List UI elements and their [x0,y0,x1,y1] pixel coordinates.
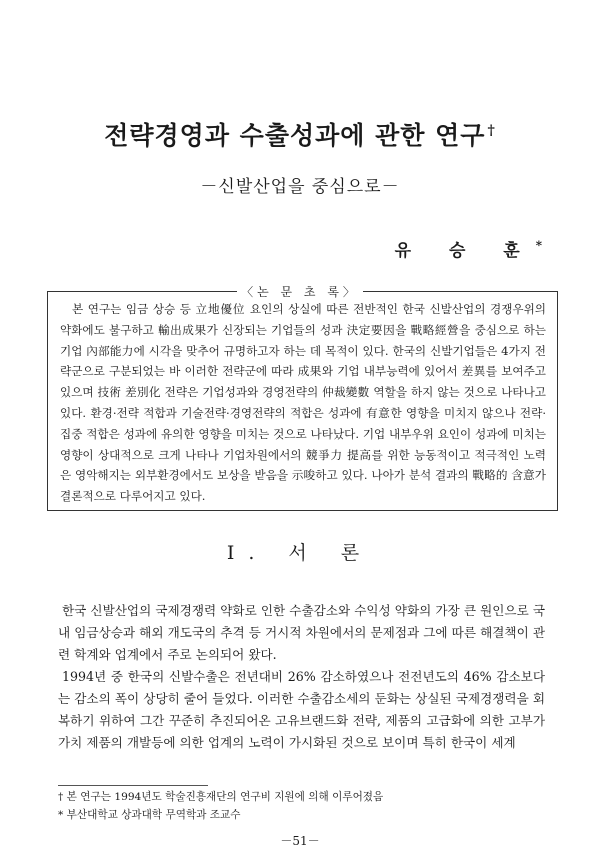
footnote-affiliation: * 부산대학교 상과대학 무역학과 조교수 [58,809,241,821]
body-paragraph: 한국 신발산업의 국제경쟁력 약화로 인한 수출감소와 수익성 약화의 가장 큰 원인으로 국내 임금상승과 해외 개도국의 추격 등 거시적 차원에서의 문제점과 그에 따른 해결책이 관련 학계와 업계에서 주로 논의되어 왔다. [58,603,545,662]
paper-title [0,116,600,152]
footnote-divider [58,785,208,786]
abstract-label-text: 〈논 문 초 록〉 [237,285,363,299]
author-name-text: 유 승 훈 [394,241,536,261]
abstract-text: 본 연구는 임금 상승 등 立地優位 요인의 상실에 따른 전반적인 한국 신발산업의 경쟁우위의 약화에도 불구하고 輸出成果가 신장되는 기업들의 성과 決定要因을 戰略經營을 중심으로 하는 기업 內部能力에 시각을 맞추어 규명하고자 하는 데 목적이 있다. 한국의 신발기업들은 4가지 전략군으로 구분되었는 바 이러한 전략군에 따라 成果와 기업 내부능력에 있어서 差異를 보여주고 있으며 技術 差別化 전략은 기업성과와 경영전략의 仲裁變數 역할을 하지 않는 것으로 나타나고 있다. 환경·전략 적합과 기술전략·경영전략의 적합은 성과에 有意한 영향을 미치지 않으나 전략·집중 적합은 성과에 유의한 영향을 미치는 것으로 나타났다. 기업 내부우위 요인이 성과에 미치는 영향이 상대적으로 크게 나타나 기업차원에서의 競爭力 提高를 위한 능동적이고 적극적인 노력은 영악해지는 외부환경에서도 보상을 받음을 示唆하고 있다. 나아가 분석 결과의 戰略的 含意가 결론적으로 다루어지고 있다. [60,302,547,504]
page-number: －51－ [280,834,320,848]
author-footnote-mark: * [535,238,542,253]
title-footnote-mark: † [487,122,496,139]
abstract-label [0,283,600,300]
paper-subtitle: －신발산업을 중심으로－ [200,177,400,197]
body-text [58,600,545,754]
footnote-funding: † 본 연구는 1994년도 학술진흥재단의 연구비 지원에 의해 이루어졌음 [58,791,384,803]
paper-title-text: 전략경영과 수출성과에 관한 연구 [104,121,486,150]
section-heading: Ⅰ. 서 론 [226,542,374,564]
body-paragraph: 1994년 중 한국의 신발수출은 전년대비 26% 감소하였으나 전전년도의 46% 감소보다는 감소의 폭이 상당히 줄어 들었다. 이러한 수출감소세의 둔화는 상실된 국제경쟁력을 회복하기 위하여 그간 꾸준히 추진되어온 고유브랜드화 전략, 제품의 고급화에 의한 고부가가치 제품의 개발등에 의한 업계의 노력이 가시화된 것으로 보이며 특히 한국이 세계 [58,669,545,750]
author-name [395,236,542,261]
footnotes [58,788,548,824]
